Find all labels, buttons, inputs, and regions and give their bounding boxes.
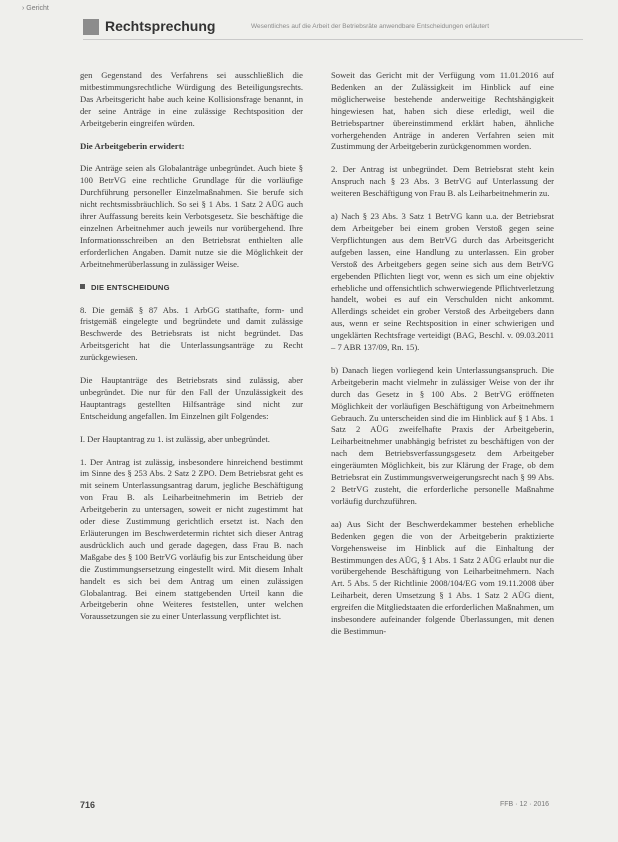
square-bullet-icon [80, 284, 85, 289]
left-column [80, 70, 303, 634]
section-heading: Die Arbeitgeberin erwidert: [80, 140, 185, 151]
paragraph: 8. Die gemäß § 87 Abs. 1 ArbGG statthafte, form- und fristgemäß eingelegte und begründete und damit zulässige Beschwerde des Betriebsrats ist nicht begründet. Das Arbeitsgericht hat die Unterlassungsanträge zu Recht zurückgewiesen. [80, 304, 303, 363]
page-number: 716 [80, 800, 96, 810]
journal-footer: FFB · 12 · 2016 [500, 801, 550, 808]
right-column [331, 70, 554, 649]
paragraph: gen Gegenstand des Verfahrens sei ausschließlich die mitbestimmungsrechtliche Würdigung des Beteiligungsrechts. Das Arbeitsgericht habe auch keine Kollisionsfrage benannt, in der seine Anträge in eine zulässige Rechtsposition der Arbeitgeberin eingreifen würden. [80, 70, 303, 128]
decision-heading [80, 282, 303, 294]
header-square-icon [83, 19, 99, 35]
paragraph: Die Hauptanträge des Betriebsrats sind zulässig, aber unbegründet. Die nur für den Fall der Unzulässigkeit des Hauptantrags gestellten Hilfsanträge sind nicht zur Entscheidung angefallen. Im Einzelnen gilt Folgendes: [80, 375, 303, 421]
paragraph: Die Anträge seien als Globalanträge unbegründet. Auch biete § 100 BetrVG eine rechtliche Grundlage für die vorläufige Durchführung personeller Einzelmaßnahmen. Sie berufe sich nicht rechtsmissbräuchlich. So sei § 1 Abs. 1 Satz 2 AÜG auch ihrer Auffassung bereits kein Verbotsgesetz. Sie beschäftige die einzelnen Arbeitnehmer auch jeweils nur vorübergehend. Ihre Informationsschreiben an den Betriebsrat enthielten alle erforderlichen Angaben. Damit nutze sie die Möglichkeit der Arbeitnehmerüberlassung in zulässiger Weise. [80, 163, 303, 269]
paragraph: Soweit das Gericht mit der Verfügung vom 11.01.2016 auf Bedenken an der Zulässigkeit im Hinblick auf eine möglicherweise bestehende anderweitige Rechtshängigkeit hingewiesen hat, haben sich diese erledigt, weil die Betriebspartner übereinstimmend erklärt haben, ähnliche vorhergehenden Anträge in anderen Verfahren seien mit Zustimmung der Arbeitgeberin zurückgenommen worden. [331, 70, 554, 152]
paragraph: 1. Der Antrag ist zulässig, insbesondere hinreichend bestimmt im Sinne des § 253 Abs. 2 Satz 2 ZPO. Dem Betriebsrat geht es mit seinem Unterlassungsantrag darum, jegliche Beschäftigung von Frau B. als Leiharbeitnehmerin im Betrieb der Arbeitgeberin zu untersagen, soweit er nicht zugestimmt hat oder diese Zustimmung gerichtlich ersetzt ist. Nach den Erläuterungen im Beschwerdetermin richtet sich dieser Antrag ausdrücklich auch und gerade dagegen, dass Frau B. nach Maßgabe des § 100 BetrVG vorläufig bis zur Entscheidung über die Zustimmungsersetzung eingestellt wird. Mit diesem Inhalt handelt es sich bei dem Antrag um einen zulässigen Globalantrag. Bei einem stattgebenden Urteil kann die Arbeitgeberin ohne Weiteres feststellen, unter welchen Voraussetzungen sie zu einer Unterlassung verpflichtet ist. [80, 456, 303, 622]
paragraph: I. Der Hauptantrag zu 1. ist zulässig, aber unbegründet. [80, 433, 270, 444]
paragraph: a) Nach § 23 Abs. 3 Satz 1 BetrVG kann u.a. der Betriebsrat dem Arbeitgeber bei einem groben Verstoß gegen seine Verpflichtungen aus dem BetrVG durch das Arbeitsgericht aufgeben lassen, eine Handlung zu unterlassen. Ein grober Verstoß des Arbeitgebers gegen seine sich aus dem BetrVG ergebenden Pflichten liegt vor, wenn es sich um eine objektiv erhebliche und offensichtlich schwerwiegende Pflichtverletzung handelt, wobei es auf ein Verschulden nicht ankommt. Allerdings scheidet ein grober Verstoß des Arbeitgebers dann aus, wenn er seine Rechtsposition in einer schwierigen und ungeklärten Rechtsfrage verteidigt (BAG, Beschl. v. 09.03.2011 – 7 ABR 137/09, Rn. 15). [331, 211, 554, 353]
paragraph: aa) Aus Sicht der Beschwerdekammer bestehen erhebliche Bedenken gegen die von der Arbeitgeberin praktizierte Vorgehensweise im Hinblick auf die Einhaltung der Bestimmungen des AÜG, § 1 Abs. 1 Satz 2 AÜG erlaubt nur die vorübergehende Beschäftigung von Leiharbeitnehmern. Nach Art. 5 Abs. 5 der Richtlinie 2008/104/EG vom 19.11.2008 über Leiharbeit, deren Umsetzung § 1 Abs. 1 Satz 2 AÜG dient, ergreifen die Mitgliedstaaten die erforderlichen Maßnahmen, um insbesondere aufeinander folgende Überlassungen, mit denen die Bestimmun- [331, 518, 554, 636]
header-subtitle: Wesentliches auf die Arbeit der Betriebsräte anwendbare Entscheidungen erläutert [251, 23, 489, 30]
paragraph: b) Danach liegen vorliegend kein Unterlassungsanspruch. Die Arbeitgeberin macht vielmehr in zulässiger Weise von der ihr durch das Gesetz in § 100 Abs. 2 BetrVG eröffneten Möglichkeit der vorläufigen Beschäftigung von Arbeitnehmern Gebrauch. Zu unterscheiden sind die im Hinblick auf § 1 Abs. 1 Satz 2 AÜG zweifelhafte Praxis der Arbeitgeberin, Leiharbeitnehmer unabhängig befristet zu beschäftigen von der nach dem Betriebsverfassungsgesetz dem Arbeitgeber eingeräumten Möglichkeit, bis zur Klärung der Frage, ob dem Betriebsrat ein Zustimmungsverweigerungsrecht nach § 99 Abs. 2 BetrVG zusteht, die erforderliche personelle Maßnahme vorläufig durchzuführen. [331, 364, 554, 506]
decision-heading-label: DIE ENTSCHEIDUNG [91, 282, 170, 292]
paragraph: 2. Der Antrag ist unbegründet. Dem Betriebsrat steht kein Anspruch nach § 23 Abs. 3 BetrVG auf Unterlassung der weiteren Beschäftigung von Frau B. als Leiharbeitnehmerin zu. [331, 164, 554, 199]
header-divider [83, 39, 583, 40]
page-header [83, 18, 603, 38]
section-label: › Gericht [22, 5, 49, 12]
header-title: Rechtsprechung [105, 18, 216, 34]
